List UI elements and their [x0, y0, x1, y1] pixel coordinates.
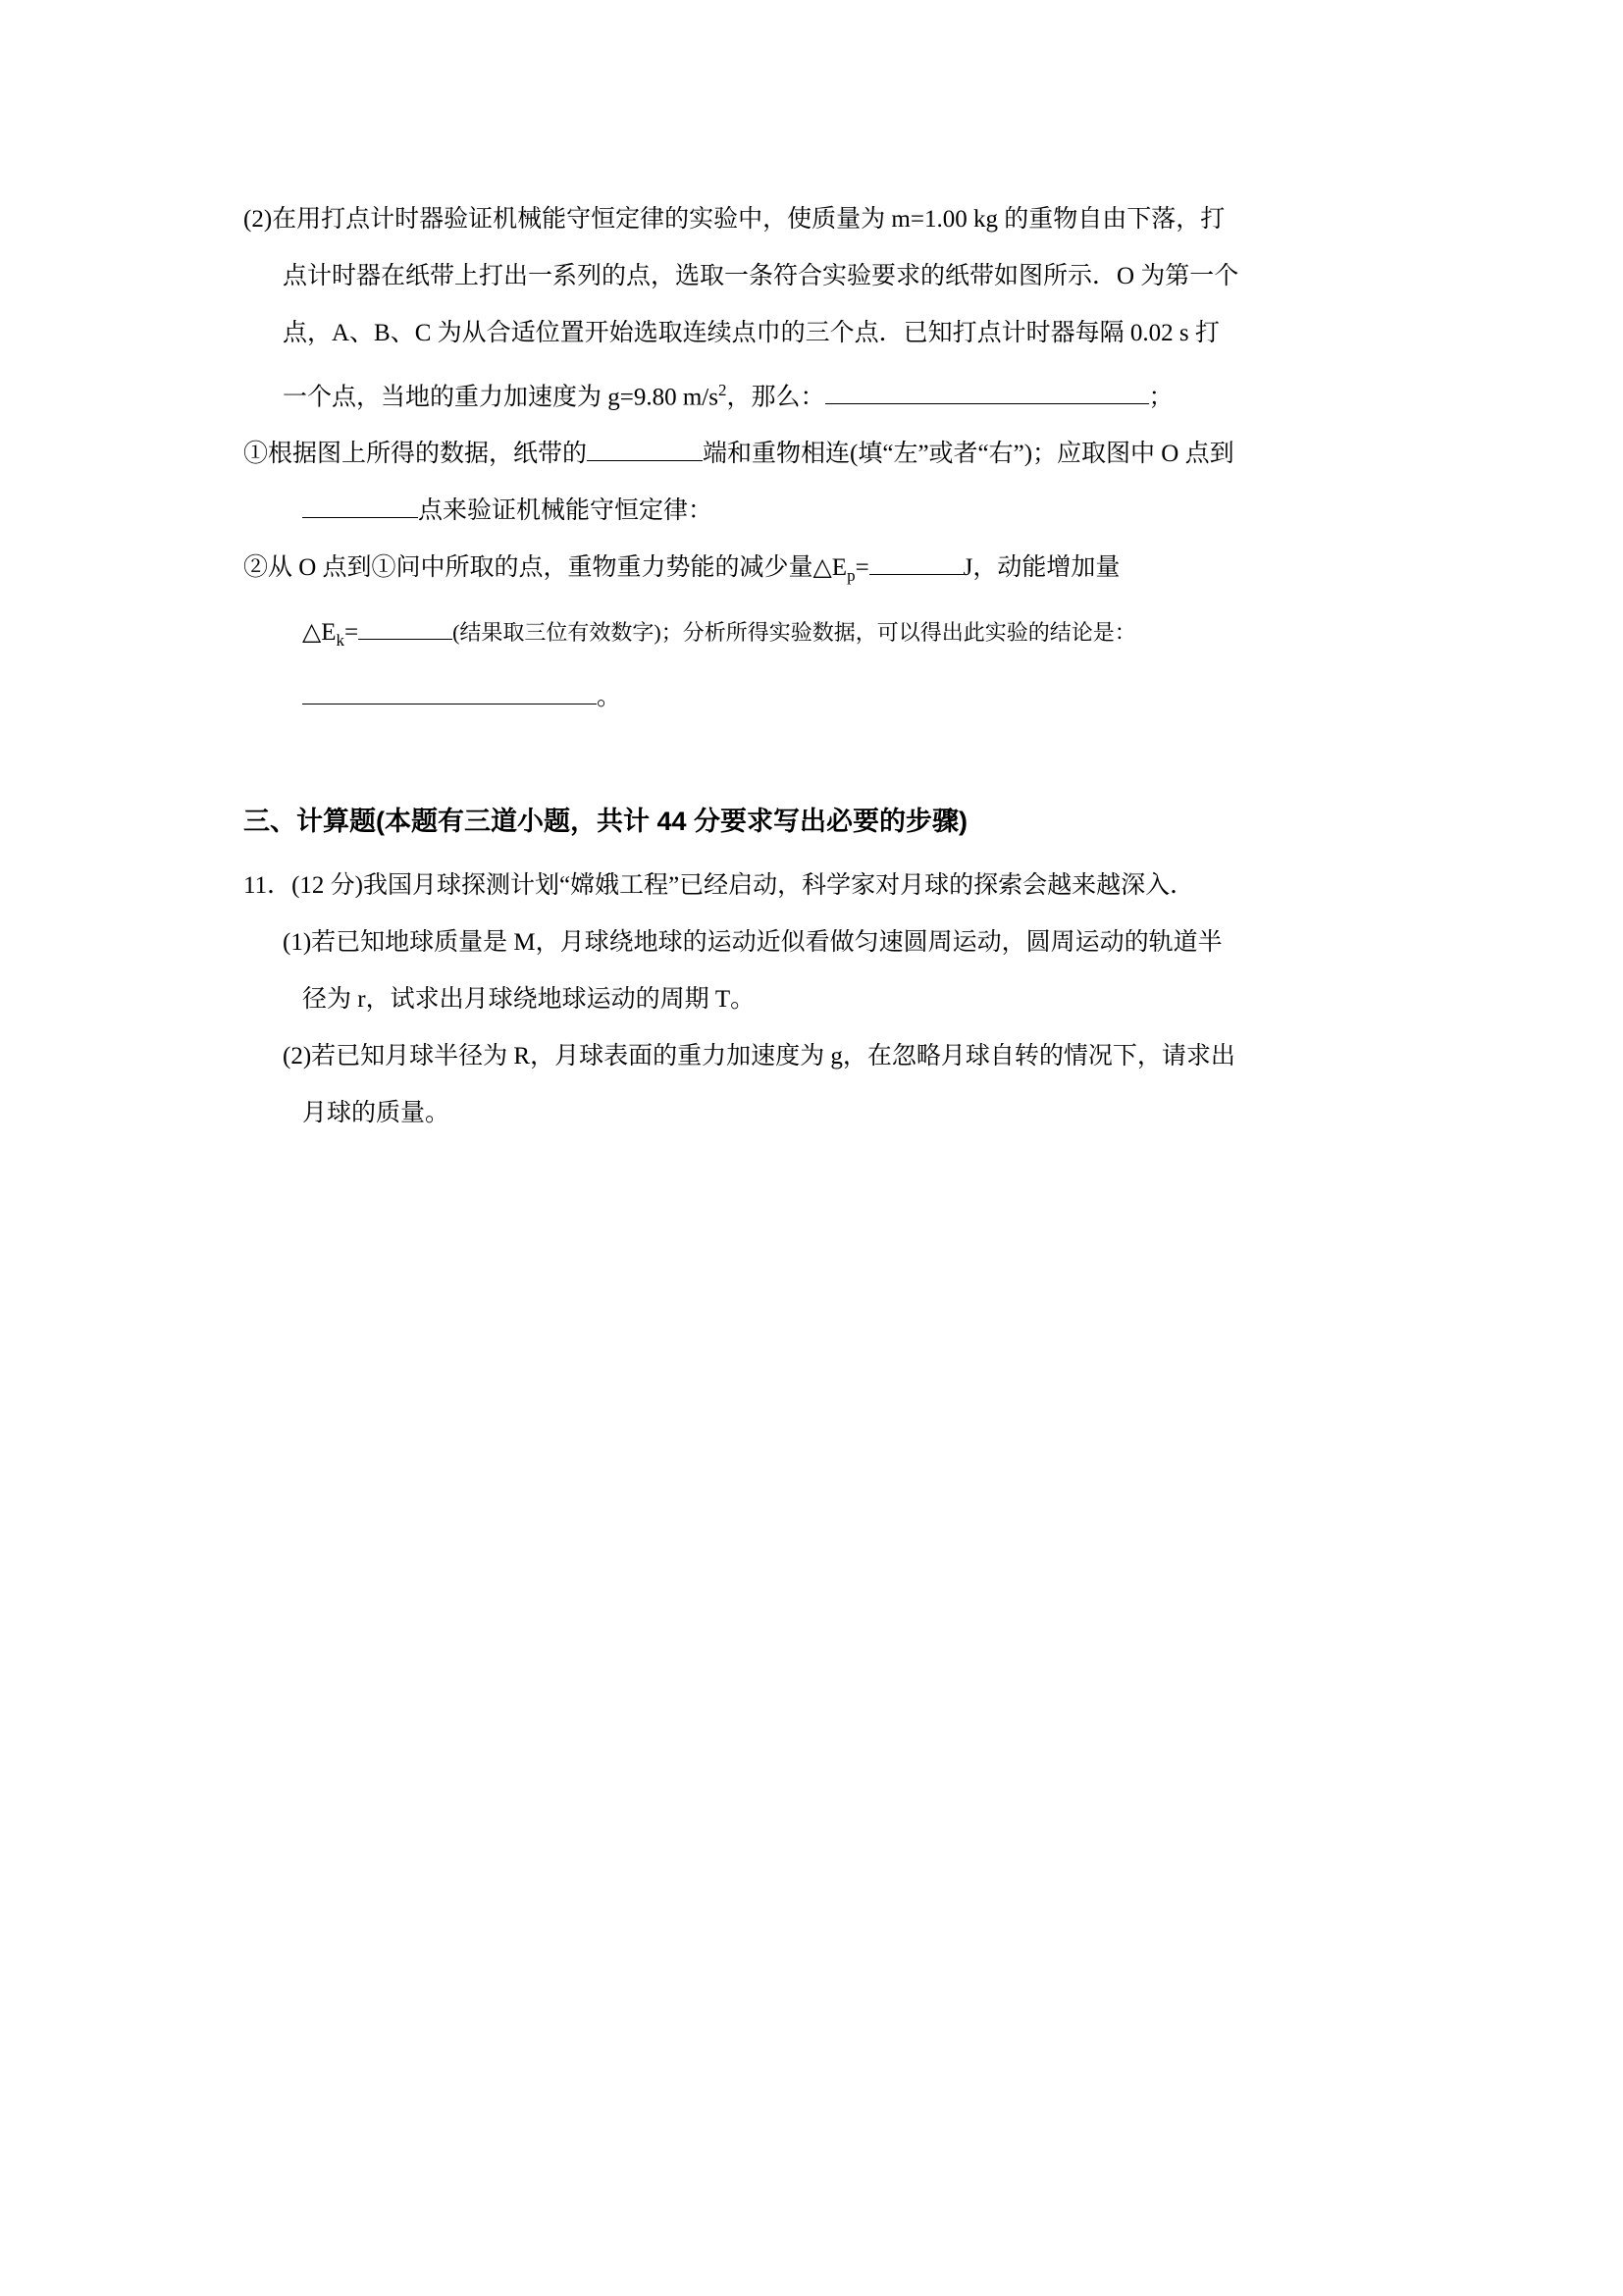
- q10-item1-line2: [243, 484, 1391, 539]
- q10-item1-text-b: 端和重物相连(填“左”或者“右”)；应取图中 O 点到: [703, 441, 1234, 468]
- ek-subscript: k: [336, 631, 344, 651]
- q10-item2-text-a: ②从 O 点到①问中所取的点，重物重力势能的减少量△E: [243, 554, 848, 582]
- document-body: [243, 192, 1391, 1143]
- q10-part2-line4-end: ；: [1148, 384, 1174, 411]
- q10-item2-text-e: =: [344, 619, 359, 647]
- q10-part2-line4: [243, 363, 1391, 425]
- q10-item2-text-d: △E: [302, 619, 337, 647]
- q10-unit-exponent: 2: [717, 381, 727, 399]
- q10-item1-text-c: 点来验证机械能守恒定律：: [418, 497, 713, 525]
- q10-item2-text-b: =: [855, 554, 869, 582]
- q11-stem: 11．(12 分)我国月球探测计划“嫦娥工程”已经启动，科学家对月球的探索会越来越深入．: [243, 872, 1195, 900]
- q10-part2-line4-text-a: 一个点，当地的重力加速度为 g=9.80 m/s: [283, 384, 718, 411]
- answer-blank-ep[interactable]: [869, 574, 964, 575]
- q11-p2-line2: 月球的质量。: [302, 1100, 450, 1127]
- q10-item2-text-g: 。: [597, 684, 622, 711]
- answer-blank-item1-point[interactable]: [302, 517, 418, 518]
- q10-part2-line1: (2)在用打点计时器验证机械能守恒定律的实验中，使质量为 m=1.00 kg 的重物自由下落，打: [243, 206, 1226, 233]
- q10-item1-text-a: ①根据图上所得的数据，纸带的: [243, 441, 588, 468]
- answer-blank-part2[interactable]: [825, 403, 1149, 404]
- q11-p1-line2: 径为 r，试求出月球绕地球运动的周期 T。: [302, 986, 756, 1014]
- q11-p1-line1: (1)若已知地球质量是 M，月球绕地球的运动近似看做匀速圆周运动，圆周运动的轨道半: [283, 929, 1223, 957]
- q10-part2-line2: 点计时器在纸带上打出一系列的点，选取一条符合实验要求的纸带如图所示．O 为第一个: [283, 263, 1239, 289]
- q11-p2-line1: (2)若已知月球半径为 R，月球表面的重力加速度为 g，在忽略月球自转的情况下，请求出: [283, 1043, 1235, 1070]
- q10-item2-text-f: (结果取三位有效数字)；分析所得实验数据，可以得出此实验的结论是：: [452, 620, 1136, 646]
- q10-item2-line2: [243, 605, 1391, 668]
- q10-item1-line1: [243, 427, 1391, 482]
- q10-item2-line1: [243, 541, 1391, 603]
- q10-part2-line4-text-b: ，那么：: [726, 384, 825, 411]
- q10-part2-line3: 点，A、B、C 为从合适位置开始选取连续点巾的三个点．已知打点计时器每隔 0.02 s 打: [283, 320, 1220, 346]
- ep-subscript: p: [847, 566, 856, 586]
- answer-blank-item1-end[interactable]: [587, 460, 703, 461]
- q10-item2-line3: [243, 670, 1391, 725]
- section-three-title: 三、计算题(本题有三道小题，共计 44 分要求写出必要的步骤): [243, 807, 969, 837]
- q10-item2-text-c: J，动能增加量: [963, 554, 1121, 582]
- answer-blank-ek[interactable]: [358, 639, 452, 640]
